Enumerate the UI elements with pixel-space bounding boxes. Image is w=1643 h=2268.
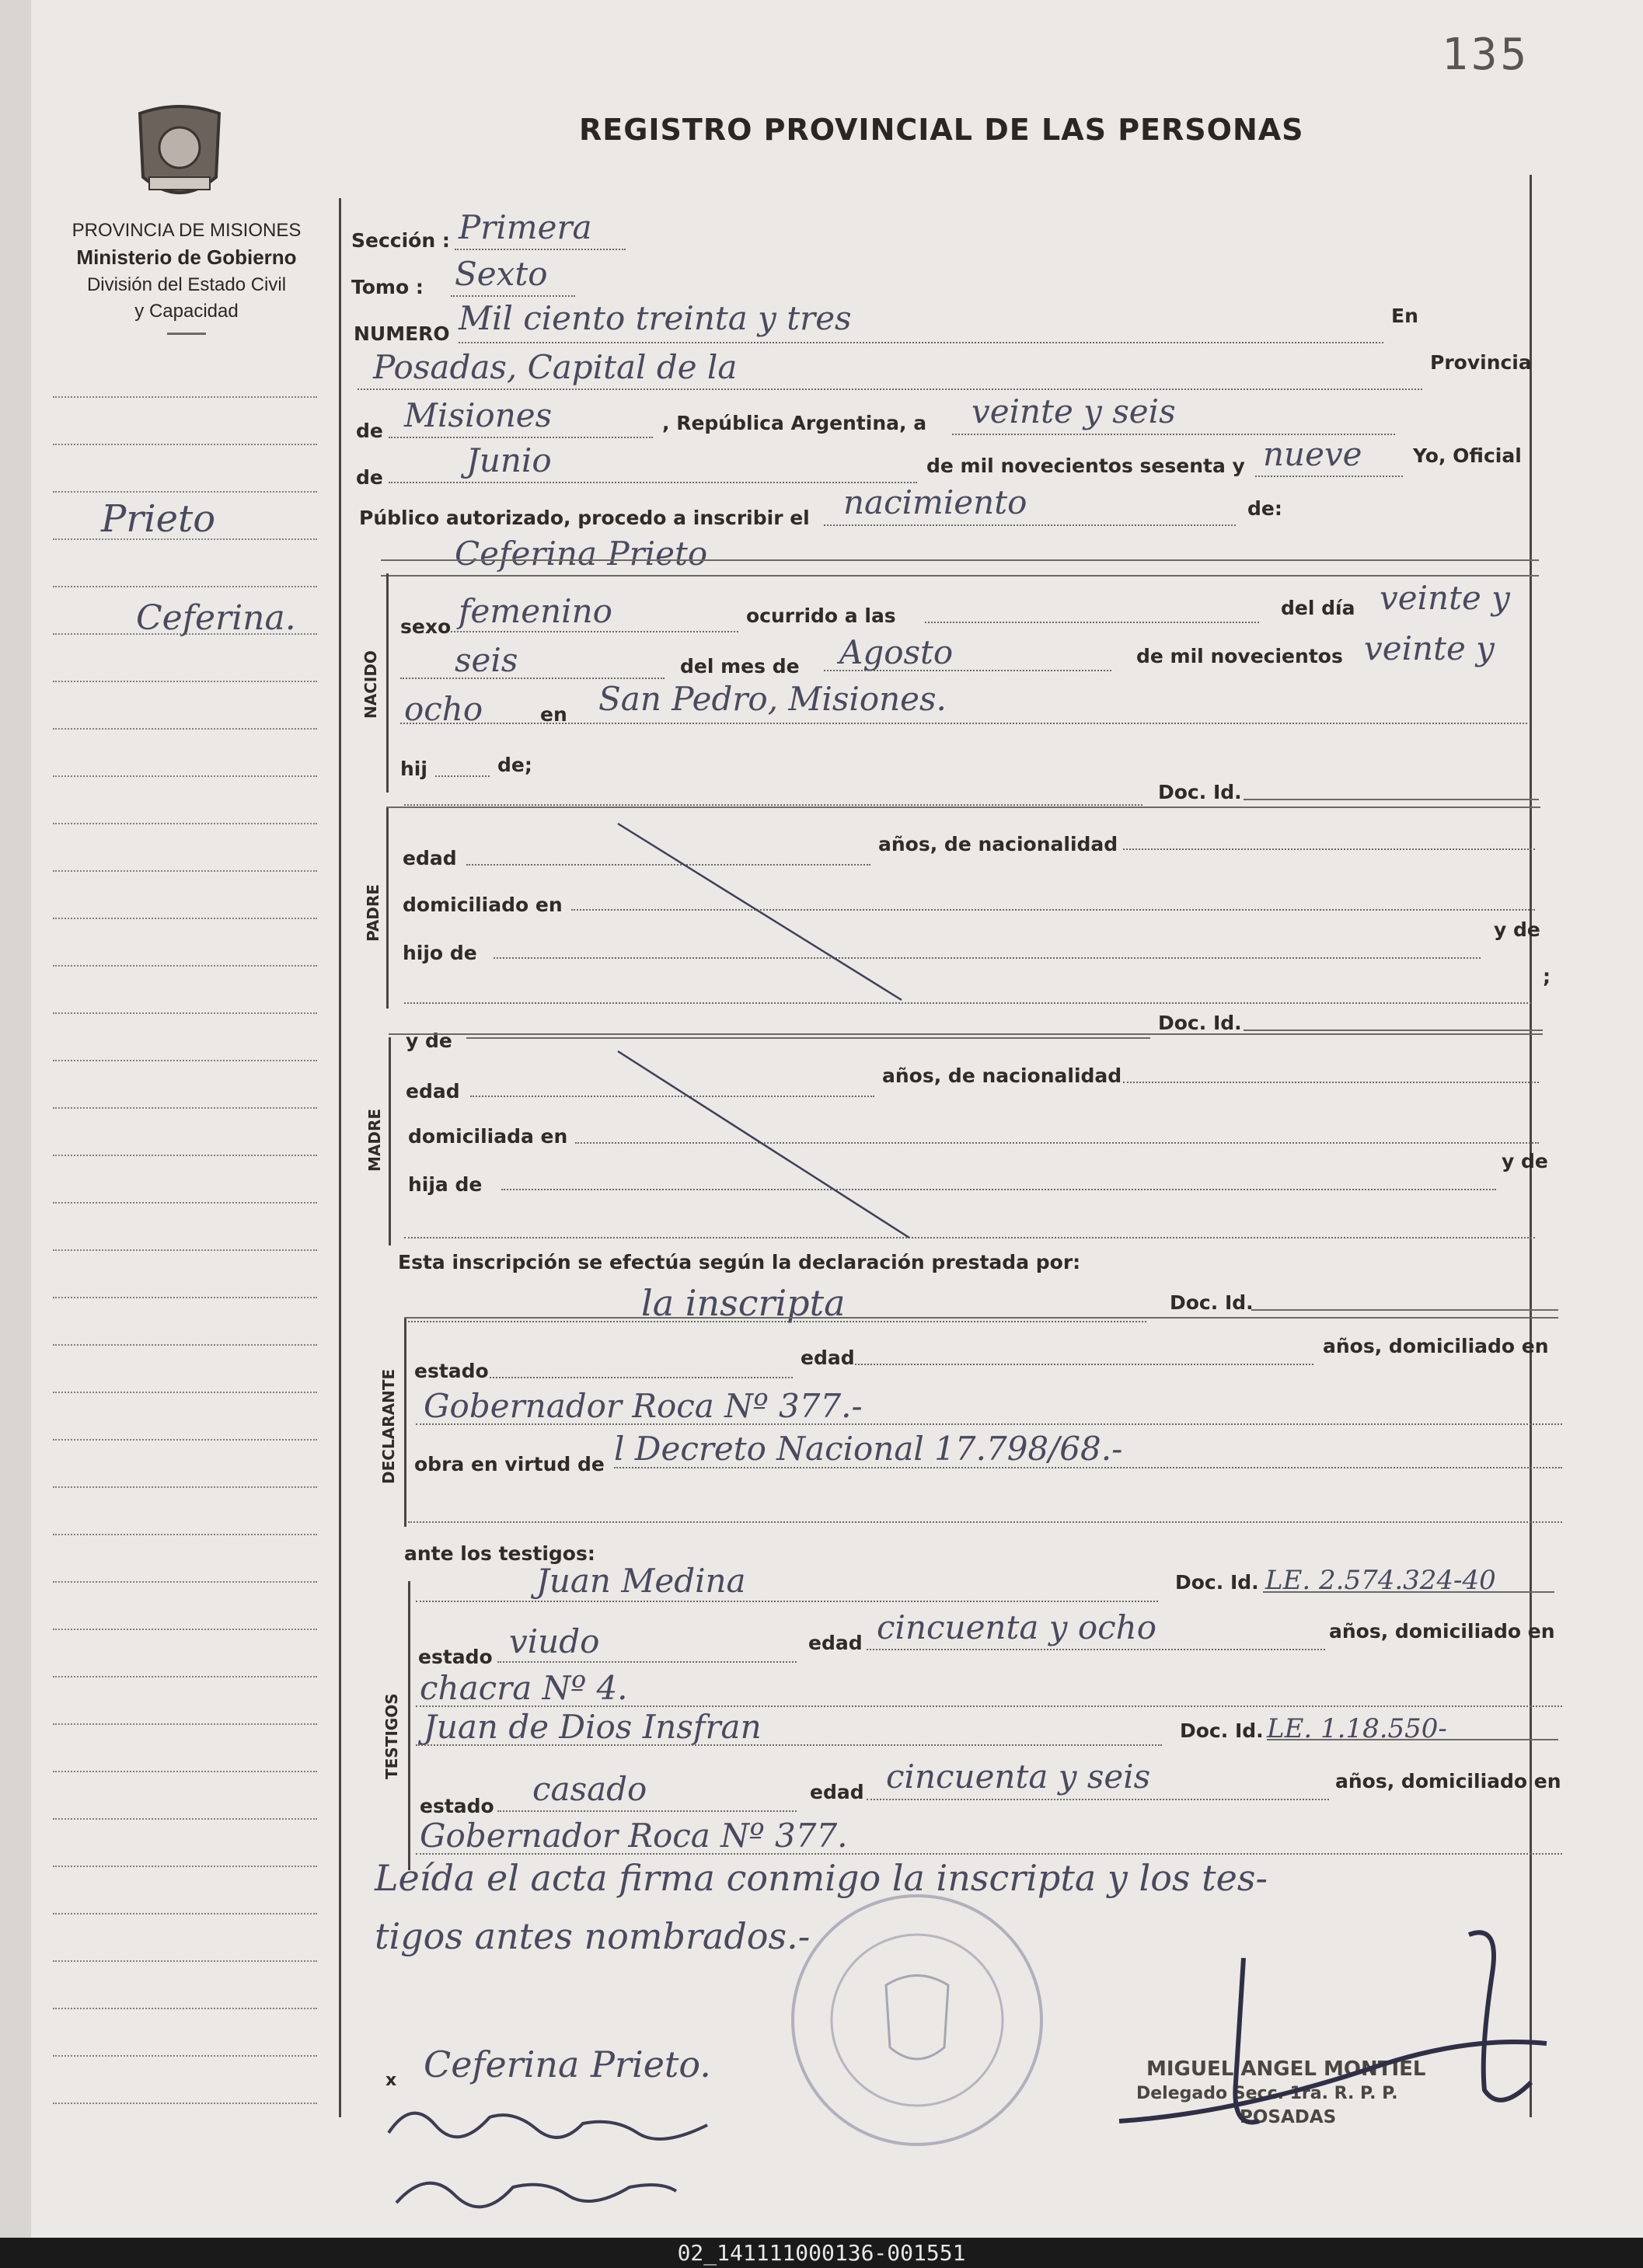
line-testigo1 (416, 1601, 1158, 1602)
field-dia-nac-1: veinte y (1380, 579, 1510, 617)
label-y-de-madre: y de (1502, 1150, 1548, 1172)
field-seccion: Primera (459, 208, 592, 246)
field-provincia: Misiones (404, 396, 553, 434)
line-testigo2 (416, 1744, 1162, 1746)
field-testigo1: Juan Medina (536, 1562, 746, 1600)
label-dom-madre: domiciliada en (408, 1125, 568, 1148)
section-nacido-bar (386, 573, 389, 793)
closing-line-2: tigos antes nombrados.- (375, 1915, 811, 1957)
label-de-1: de (356, 420, 383, 442)
field-dia-nac-2: seis (455, 641, 518, 679)
section-declarante-bar (404, 1319, 406, 1527)
margin-rule-line (53, 1297, 317, 1298)
field-testigo1-edad: cincuenta y ocho (877, 1608, 1156, 1646)
field-testigo2-estado: casado (532, 1770, 647, 1808)
field-anio-nac-2: ocho (404, 690, 483, 728)
section-label-madre: MADRE (365, 1108, 384, 1172)
margin-rule-line (53, 1960, 317, 1962)
stamp-official: MIGUEL ANGEL MONTIEL (1146, 2057, 1426, 2081)
margin-rule-line (53, 1534, 317, 1535)
document-title: REGISTRO PROVINCIAL DE LAS PERSONAS (579, 113, 1304, 147)
margin-rule-line (53, 1155, 317, 1156)
section-testigos-bar (408, 1581, 410, 1870)
margin-rule-line (53, 1060, 317, 1061)
label-en: En (1391, 305, 1418, 327)
line-madre-extra (404, 1237, 1535, 1239)
margin-rule-line (53, 586, 317, 587)
label-doc-id-t2: Doc. Id. (1180, 1719, 1264, 1742)
margin-rule-line (53, 1107, 317, 1109)
line-edad-t1 (867, 1649, 1325, 1650)
label-ante-testigos: ante los testigos: (404, 1542, 595, 1565)
margin-rule-line (53, 728, 317, 730)
margin-given-name: Ceferina. (136, 598, 296, 638)
field-anio: nueve (1263, 435, 1362, 473)
label-anios-dom-t1: años, domiciliado en (1329, 1620, 1555, 1643)
header-capacity: y Capacidad (134, 301, 239, 322)
margin-rule-line (53, 2103, 317, 2104)
label-estado-decl: estado (414, 1360, 489, 1382)
line-dom-t1 (416, 1705, 1562, 1707)
witness-signatures-icon (381, 2094, 723, 2226)
line-domicilio-decl (416, 1423, 1562, 1425)
margin-rule-line (53, 2008, 317, 2009)
signature-mark: x (385, 2071, 397, 2090)
line-declarante (408, 1321, 1146, 1322)
officer-signature-icon (1003, 1927, 1562, 2152)
margin-rule-line (53, 1344, 317, 1346)
margin-rule-line (53, 1676, 317, 1677)
label-nac-padre: años, de nacionalidad (878, 833, 1118, 855)
label-de-colon: de: (1247, 497, 1282, 520)
field-testigo2: Juan de Dios Insfran (424, 1708, 762, 1746)
field-testigo1-doc: LE. 2.574.324-40 (1265, 1565, 1496, 1596)
issuer-header (31, 218, 342, 325)
line-madre-top (466, 1037, 1150, 1039)
margin-rule-line (53, 491, 317, 493)
section-label-padre: PADRE (364, 884, 382, 942)
line-mes-nac (824, 670, 1111, 671)
line-doc-id-1 (1244, 799, 1539, 800)
label-yo-oficial: Yo, Oficial (1413, 444, 1522, 467)
field-testigo2-doc: LE. 1.18.550- (1267, 1713, 1447, 1744)
margin-rule-line (53, 823, 317, 824)
line-hora (925, 622, 1259, 623)
section-padre-bar (386, 808, 389, 1009)
line-nac-madre (1123, 1082, 1539, 1083)
line-filiacion (404, 804, 1142, 806)
margin-rule-line (53, 1866, 317, 1867)
label-provincia: Provincia (1430, 351, 1532, 374)
line-hij (435, 775, 490, 777)
line-dia-nac (400, 678, 665, 679)
label-ocurrido: ocurrido a las (746, 604, 896, 627)
field-nombre: Ceferina Prieto (455, 535, 708, 573)
margin-rule-line (53, 918, 317, 919)
line-numero (459, 342, 1383, 343)
label-doc-id-3: Doc. Id. (1170, 1291, 1254, 1314)
label-edad-padre: edad (403, 847, 457, 869)
label-sexo: sexo (400, 615, 452, 638)
cancel-stroke-madre (614, 1047, 917, 1243)
line-sexo (451, 631, 738, 632)
label-hija-de: hija de (408, 1173, 483, 1196)
line-acto (824, 524, 1236, 526)
label-tomo: Tomo : (351, 276, 424, 298)
line-provincia (389, 437, 653, 438)
field-testigo1-dom: chacra Nº 4. (420, 1669, 628, 1707)
line-estado-t1 (497, 1661, 797, 1663)
margin-rule-line (53, 775, 317, 777)
margin-rule-line (53, 1723, 317, 1725)
margin-rule-line (53, 396, 317, 398)
cancel-stroke-padre (614, 820, 909, 1006)
header-ministry: Ministerio de Gobierno (76, 246, 297, 269)
field-dia: veinte y seis (971, 392, 1176, 430)
label-estado-t1: estado (418, 1646, 493, 1668)
margin-rule-line (53, 1392, 317, 1393)
label-doc-id-t1: Doc. Id. (1175, 1571, 1259, 1594)
sep-nacido (386, 807, 1540, 808)
header-province: PROVINCIA DE MISIONES (72, 220, 302, 241)
header-underline (167, 333, 206, 335)
line-obra-extra (408, 1521, 1562, 1523)
label-semicolon-padre: ; (1543, 965, 1551, 988)
stamp-role: Delegado Secc. 1ra. R. P. P. (1136, 2084, 1398, 2103)
field-testigo2-dom: Gobernador Roca Nº 377. (420, 1817, 848, 1855)
label-seccion: Sección : (351, 229, 450, 252)
line-edad-t2 (867, 1799, 1329, 1800)
line-edad-decl (855, 1364, 1313, 1365)
field-numero: Mil ciento treinta y tres (459, 299, 852, 337)
line-nombre-2 (381, 575, 1539, 577)
line-seccion (455, 249, 626, 250)
line-nac-padre (1123, 848, 1535, 850)
label-de-2: de (356, 466, 383, 489)
margin-rule-line (53, 681, 317, 682)
line-estado-decl (490, 1377, 793, 1378)
line-doc-id-2 (1244, 1029, 1543, 1031)
label-edad-madre: edad (406, 1080, 460, 1103)
label-de-semicolon: de; (497, 754, 532, 776)
label-numero: NUMERO (354, 322, 450, 345)
section-label-testigos: TESTIGOS (382, 1693, 401, 1779)
label-dom-padre: domiciliado en (403, 894, 563, 916)
label-anios-dom-t2: años, domiciliado en (1335, 1770, 1561, 1792)
label-anios-dom-decl: años, domiciliado en (1323, 1335, 1549, 1357)
section-madre-bar (389, 1037, 391, 1245)
label-del-dia: del día (1281, 597, 1355, 619)
field-lugar: Posadas, Capital de la (373, 348, 738, 386)
field-declarante: la inscripta (641, 1282, 846, 1324)
line-lugar-nac (400, 723, 1527, 724)
line-doc-id-t1 (1263, 1591, 1554, 1593)
label-edad-decl: edad (801, 1347, 855, 1369)
margin-rule-line (53, 1581, 317, 1583)
main-border-right (1530, 175, 1532, 2117)
line-mes (389, 482, 917, 483)
label-edad-t2: edad (810, 1781, 864, 1803)
coat-of-arms-icon (134, 99, 225, 208)
margin-rule-line (53, 1202, 317, 1204)
page-number: 135 (1442, 30, 1530, 80)
margin-rule-line (53, 1486, 317, 1488)
label-edad-t1: edad (808, 1632, 863, 1654)
line-tomo (451, 295, 575, 297)
margin-rule-line (53, 870, 317, 872)
label-republica: , República Argentina, a (662, 412, 927, 434)
signature-firmante: Ceferina Prieto. (424, 2043, 711, 2085)
field-mes-nac: Agosto (839, 633, 954, 671)
margin-surname: Prieto (101, 497, 216, 541)
line-padre-extra (404, 1002, 1531, 1004)
line-nombre (381, 559, 1539, 561)
label-nac-madre: años, de nacionalidad (882, 1064, 1122, 1087)
footer-code: 02_141111000136-001551 (677, 2240, 966, 2266)
margin-rule-line (53, 1012, 317, 1014)
field-sexo: femenino (459, 592, 612, 630)
stamp-city: POSADAS (1240, 2107, 1337, 2127)
header-division: División del Estado Civil (86, 274, 287, 295)
field-obra-virtud: l Decreto Nacional 17.798/68.- (614, 1430, 1123, 1468)
field-testigo1-estado: viudo (509, 1622, 600, 1660)
closing-line-1: Leída el acta firma conmigo la inscripta y los tes- (375, 1857, 1268, 1899)
label-estado-t2: estado (420, 1795, 494, 1817)
margin-rule-line (53, 444, 317, 445)
line-estado-t2 (497, 1810, 797, 1812)
label-doc-id-1: Doc. Id. (1158, 781, 1242, 803)
label-publico: Público autorizado, procedo a inscribir el (359, 507, 810, 529)
section-label-declarante: DECLARANTE (379, 1368, 398, 1484)
label-y-de-madre-top: y de (406, 1029, 452, 1052)
label-y-de-padre: y de (1494, 918, 1540, 941)
line-lugar (358, 388, 1422, 390)
line-anio (1255, 476, 1403, 477)
margin-rule-line (53, 965, 317, 967)
field-tomo: Sexto (455, 255, 548, 293)
field-testigo2-edad: cincuenta y seis (886, 1758, 1151, 1796)
label-de-mil: de mil novecientos sesenta y (926, 455, 1245, 477)
line-dom-t2 (416, 1853, 1562, 1855)
margin-rule-line (53, 1629, 317, 1630)
main-border-left (339, 198, 341, 2117)
sep-padre (389, 1033, 1543, 1035)
sep-declaracion (404, 1317, 1558, 1319)
line-doc-id-t2 (1267, 1739, 1558, 1740)
margin-rule-line (53, 1771, 317, 1772)
label-hijo-de: hijo de (403, 942, 477, 964)
label-obra: obra en virtud de (414, 1453, 605, 1475)
margin-rule-line (53, 1913, 317, 1914)
footer-bar (0, 2238, 1643, 2268)
field-mes: Junio (466, 441, 552, 479)
field-acto: nacimiento (843, 483, 1027, 521)
margin-rule-line (53, 1818, 317, 1820)
field-lugar-nac: San Pedro, Misiones. (598, 680, 947, 718)
label-del-mes: del mes de (680, 655, 800, 678)
line-doc-id-3 (1251, 1309, 1558, 1311)
label-de-mil-nov: de mil novecientos (1136, 645, 1343, 667)
margin-rule-line (53, 1249, 317, 1251)
label-hij: hij (400, 758, 427, 780)
field-domicilio-declarante: Gobernador Roca Nº 377.- (424, 1387, 863, 1425)
field-anio-nac-1: veinte y (1364, 629, 1495, 667)
line-obra (614, 1467, 1562, 1468)
label-declaracion: Esta inscripción se efectúa según la declaración prestada por: (398, 1251, 1081, 1273)
section-label-nacido: NACIDO (361, 650, 380, 719)
margin-rule-line (53, 1439, 317, 1441)
label-en-nac: en (540, 703, 567, 726)
margin-rule-line (53, 2055, 317, 2057)
label-doc-id-2: Doc. Id. (1158, 1012, 1242, 1034)
